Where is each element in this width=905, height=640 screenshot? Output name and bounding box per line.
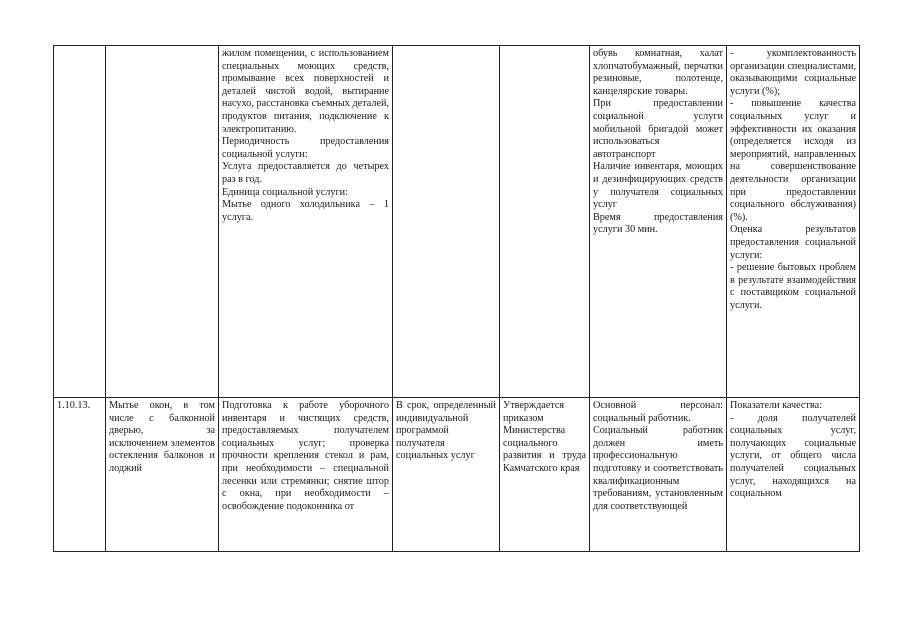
cell-description: жилом помещении, с использованием специальных моющих средств, промывание всех поверхностей и деталей чистой водой, вытирание насухо, расстановка съемных деталей, продуктов питания, подключение к электропитанию. Периодичность предоставления социальной услуги: Услуга предоставляется до четырех раз в год. Единица социальной услуги: Мытье одного холодильника – 1 услуга.: [219, 46, 393, 398]
services-table: [53, 45, 860, 552]
cell-number: [54, 46, 106, 398]
cell-service-name: Мытье окон, в том числе с балконной дверью, за исключением элементов остекления балконов и лоджий: [106, 398, 219, 552]
table-row: [54, 398, 860, 552]
cell-tariff: Утверждается приказом Министерства социального развития и труда Камчатского края: [500, 398, 590, 552]
cell-quality-indicators: - укомплектованность организации специалистами, оказывающими социальные услуги (%); - повышение качества социальных услуг и эффективности их оказания (определяется исходя из мероприятий, направленных на совершенствование деятельности организации при предоставлении социального обслуживания) (%). Оценка результатов предоставления социальной услуги: - решение бытовых проблем в результате взаимодействия с поставщиком социальной услуги.: [727, 46, 860, 398]
cell-quality-indicators: Показатели качества: - доля получателей социальных услуг, получающих социальные услуги, от общего числа получателей социальных услуг, находящихся на социальном: [727, 398, 860, 552]
cell-term: В срок, определенный индивидуальной программой получателя социальных услуг: [393, 398, 500, 552]
cell-tariff: [500, 46, 590, 398]
cell-service-name: [106, 46, 219, 398]
cell-conditions: Основной персонал: социальный работник. Социальный работник должен иметь профессиональную подготовку и соответствовать квалификационным требованиям, установленным для соответствующей: [590, 398, 727, 552]
cell-number: 1.10.13.: [54, 398, 106, 552]
table-row: [54, 46, 860, 398]
cell-conditions: обувь комнатная, халат хлопчатобумажный, перчатки резиновые, полотенце, канцелярские товары. При предоставлении социальной услуги мобильной бригадой может использоваться автотранспорт Наличие инвентаря, моющих и дезинфицирующих средств у получателя социальных услуг Время предоставления услуги 30 мин.: [590, 46, 727, 398]
cell-term: [393, 46, 500, 398]
cell-description: Подготовка к работе уборочного инвентаря и чистящих средств, предоставляемых получателем социальных услуг; проверка прочности крепления стекол и рам, при необходимости – специальной лесенки или стремянки; снятие штор с окна, при необходимости – освобождение подоконника от: [219, 398, 393, 552]
